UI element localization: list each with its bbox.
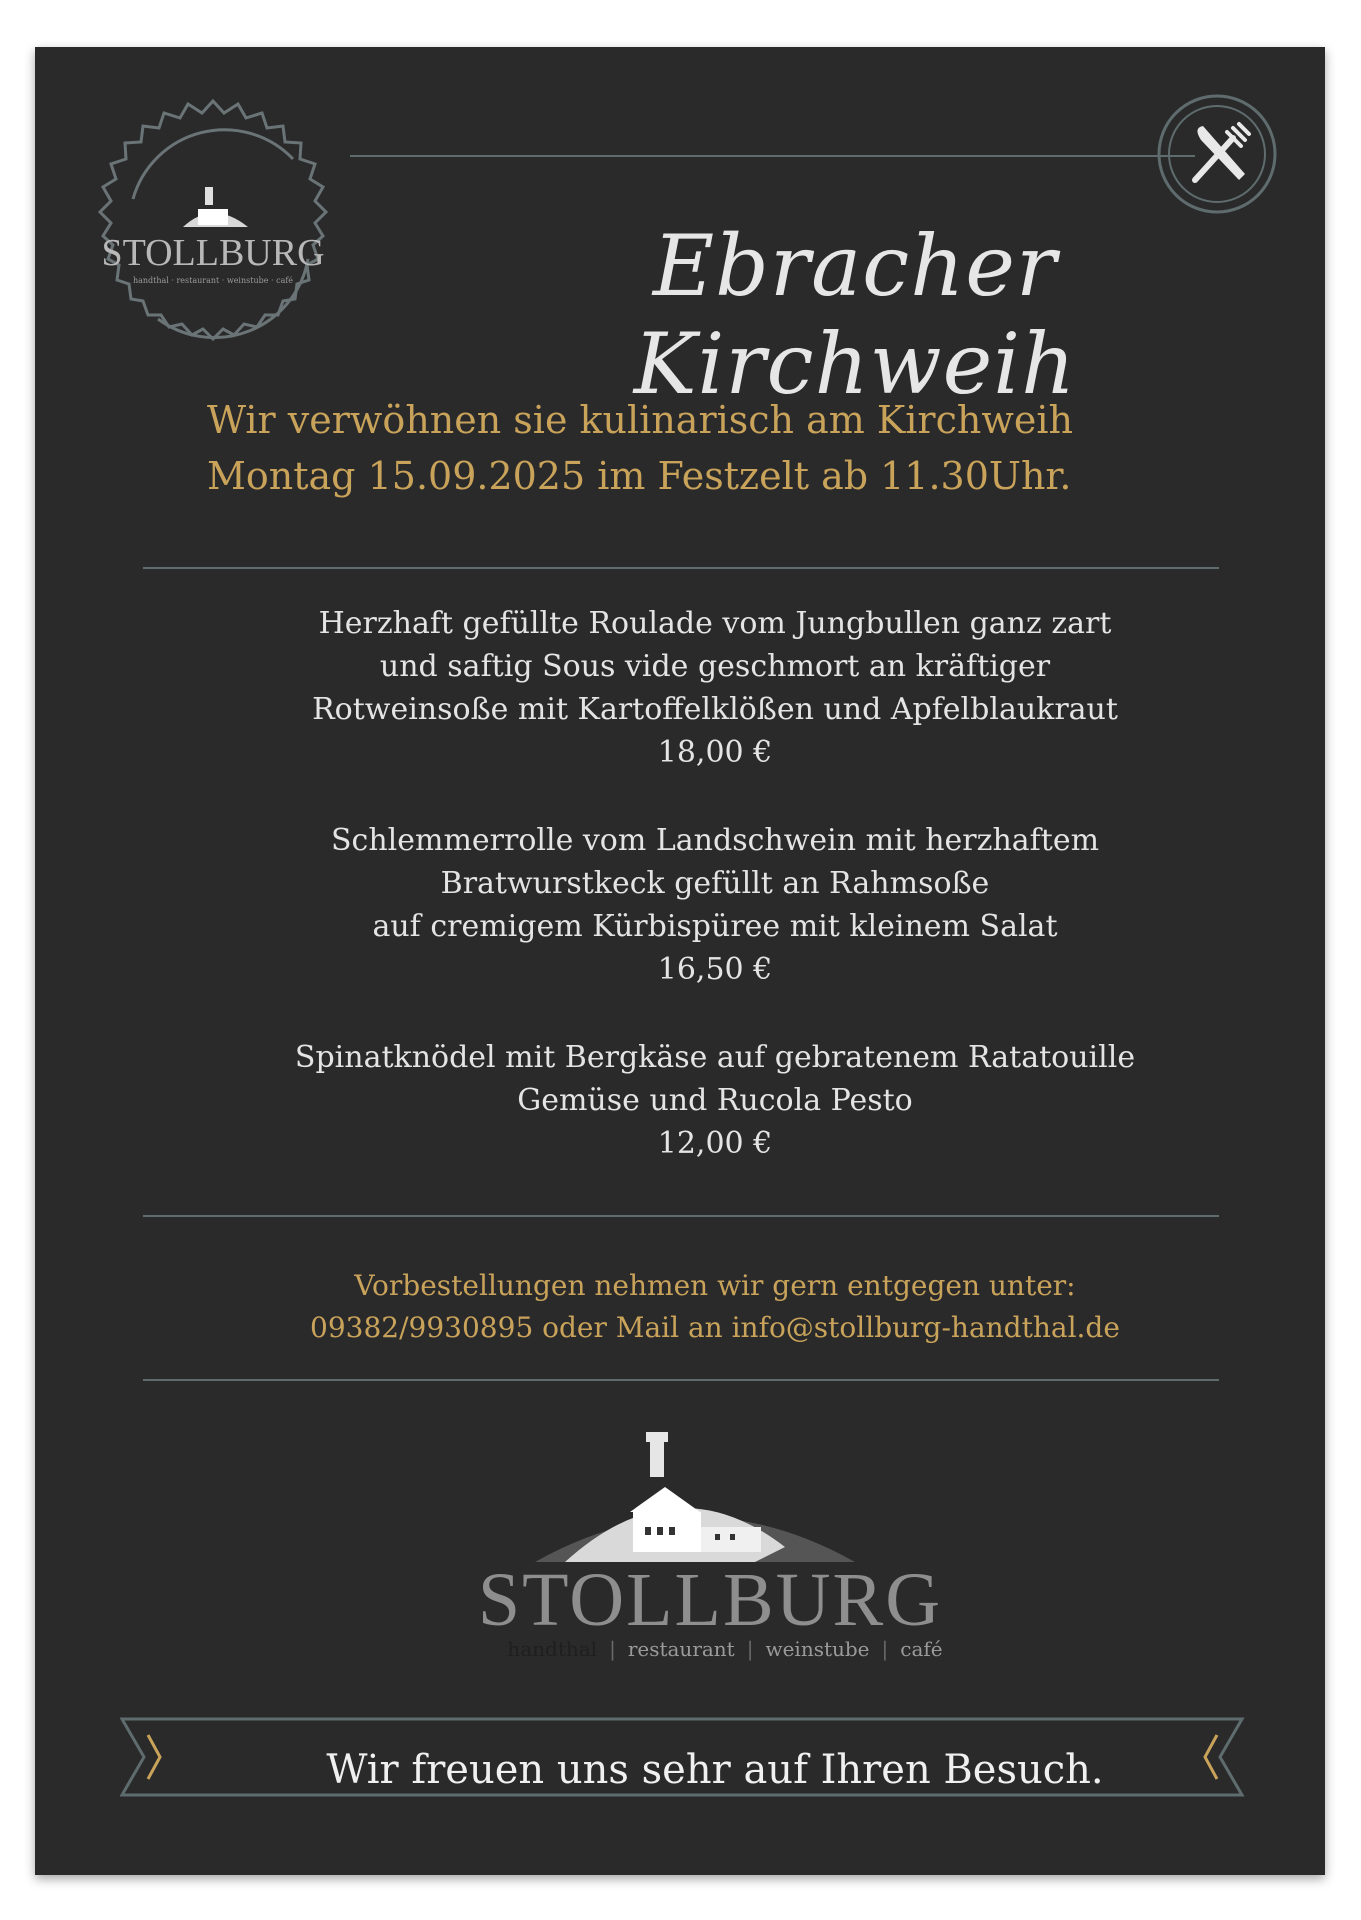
fork-knife-icon [1155, 92, 1280, 217]
stollburg-seal-logo [63, 69, 363, 369]
menu-item-line: und saftig Sous vide geschmort an kräftiger [379, 649, 1051, 684]
intro-text [207, 392, 1207, 504]
menu-card [35, 47, 1325, 1875]
menu-item-line: Schlemmerrolle vom Landschwein mit herzhaftem [330, 823, 1100, 858]
menu-item-line: Herzhaft gefüllte Roulade vom Jungbullen ganz zart [318, 606, 1112, 641]
preorder-line-1: Vorbestellungen nehmen wir gern entgegen unter: [354, 1269, 1076, 1302]
preorder-info [185, 1265, 1245, 1349]
stollburg-castle-logo [525, 1432, 865, 1572]
intro-line-1: Wir verwöhnen sie kulinarisch am Kirchweih [207, 398, 1073, 442]
menu-item-line: Rotweinsoße mit Kartoffelklößen und Apfelblaukraut [312, 692, 1118, 727]
menu-item-line: Gemüse und Rucola Pesto [517, 1083, 913, 1118]
tagline-handthal: handthal [507, 1637, 598, 1661]
page-title: Ebracher Kirchweih [633, 217, 1077, 413]
tagline-cafe: café [900, 1637, 943, 1661]
menu-item-price: 12,00 € [657, 1126, 773, 1161]
brand-tagline: handthal | restaurant | weinstube | café [395, 1637, 1055, 1661]
divider-middle [143, 1215, 1219, 1217]
brand-wordmark: STOLLBURG [477, 1558, 943, 1642]
header-rule [350, 155, 1195, 157]
divider-top [143, 567, 1219, 569]
farewell-message: Wir freuen uns sehr auf Ihren Besuch. [326, 1747, 1104, 1793]
menu-item-price: 18,00 € [657, 735, 773, 770]
divider-bottom [143, 1379, 1219, 1381]
menu-item-schlemmerrolle [215, 819, 1215, 991]
menu-item-roulade [215, 602, 1215, 774]
tagline-restaurant: restaurant [627, 1637, 735, 1661]
preorder-contact: 09382/9930895 oder Mail an info@stollburg-handthal.de [310, 1311, 1120, 1344]
menu-item-line: auf cremigem Kürbispüree mit kleinem Salat [372, 909, 1058, 944]
svg-text:handthal · restaurant · weinst: handthal · restaurant · weinstube · café [132, 276, 294, 285]
menu-item-line: Bratwurstkeck gefüllt an Rahmsoße [440, 866, 990, 901]
menu-item-price: 16,50 € [657, 952, 773, 987]
svg-text:STOLLBURG: STOLLBURG [101, 232, 325, 274]
intro-line-2: Montag 15.09.2025 im Festzelt ab 11.30Uhr. [207, 454, 1072, 498]
tagline-weinstube: weinstube [765, 1637, 870, 1661]
menu-item-line: Spinatknödel mit Bergkäse auf gebratenem Ratatouille [294, 1040, 1136, 1075]
menu-item-spinatknoedel [215, 1036, 1215, 1165]
